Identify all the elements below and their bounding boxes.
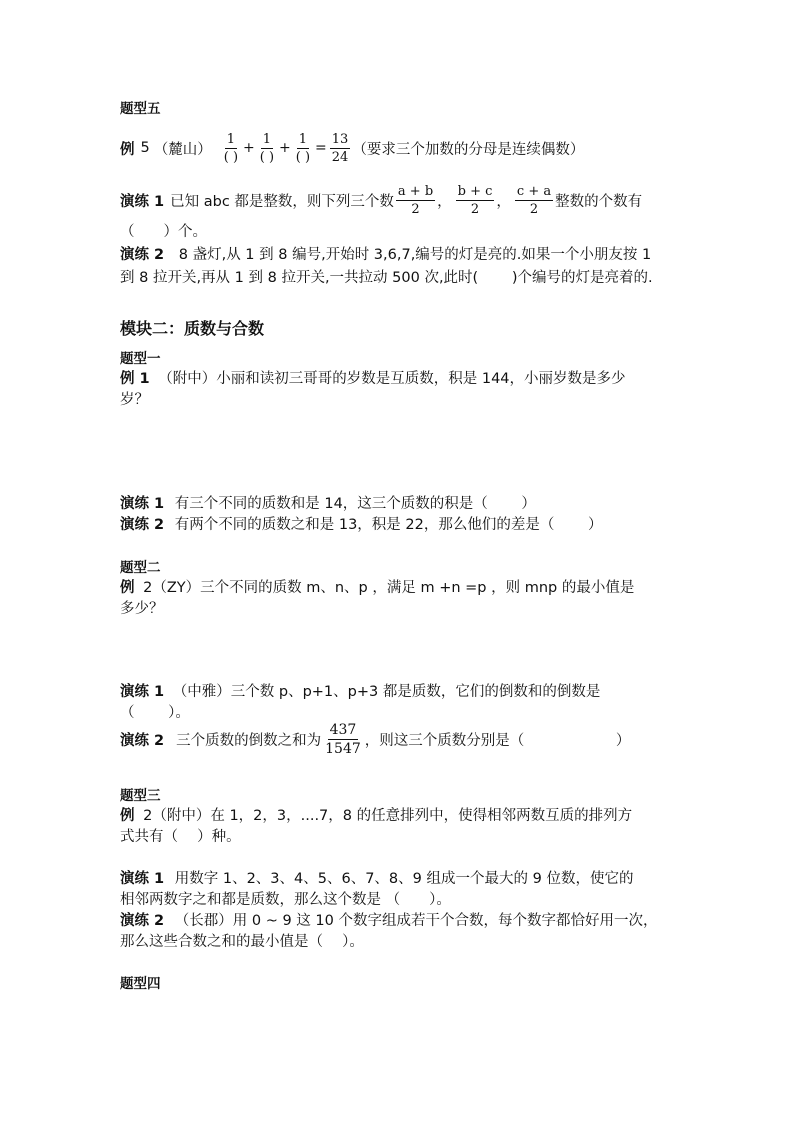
practice-text: ，则这三个质数分别是（ ） <box>364 732 631 749</box>
comma: ， <box>496 193 511 210</box>
fraction: $\frac{437}{1547}$ <box>325 721 361 757</box>
example-2-line-2: 多少？ <box>120 601 164 617</box>
section-heading-type-5: 题型五 <box>120 101 161 117</box>
comma: ， <box>437 193 452 210</box>
practice-2-line-2: 到 8 拉开关,再从 1 到 8 拉开关,一共拉动 500 次,此时( )个编号的灯是亮着的. <box>120 270 653 286</box>
example-label: 例 1 <box>120 371 150 387</box>
section-heading-type-3: 题型三 <box>120 788 161 804</box>
practice-line-2: 那么这些合数之和的最小值是（ ）。 <box>120 934 364 950</box>
example-3-line-1 <box>120 804 632 825</box>
fraction: $\frac{c + a}{2}$ <box>516 183 552 217</box>
fraction: $\frac{1}{( )}$ <box>295 131 311 165</box>
practice-text: 用数字 1、2、3、4、5、6、7、8、9 组成一个最大的 9 位数，使它的 <box>174 871 634 887</box>
practice-line <box>120 680 600 701</box>
fraction-result: $\frac{13}{24}$ <box>331 131 349 165</box>
practice-2-fraction-line <box>120 718 630 760</box>
practice-line <box>120 909 657 930</box>
plus-sign: + <box>243 140 255 156</box>
practice-line-2: （ ）。 <box>120 705 190 721</box>
practice-text: 有三个不同的质数和是 14，这三个质数的积是（ ） <box>174 496 536 512</box>
practice-label: 演练 2 <box>120 913 165 929</box>
practice-text: 8 盏灯,从 1 到 8 编号,开始时 3,6,7,编号的灯是亮的.如果一个小朋友按 1 <box>178 247 652 263</box>
fraction: $\frac{1}{( )}$ <box>259 131 275 165</box>
example-2-line-1 <box>120 576 634 597</box>
equals-sign: = <box>315 140 327 156</box>
practice-label: 演练 1 <box>120 193 165 210</box>
practice-text: 已知 abc 都是整数，则下列三个数 <box>170 193 394 210</box>
practice-text: （长郡）用 0 ~ 9 这 10 个数字组成若干个合数，每个数字都恰好用一次， <box>174 913 658 929</box>
example-label: 例 <box>120 141 135 158</box>
example-1-line-2: 岁？ <box>120 392 149 408</box>
example-5-line <box>120 128 584 168</box>
fraction: $\frac{1}{( )}$ <box>223 131 239 165</box>
practice-2-line-1 <box>120 243 651 264</box>
practice-line <box>120 867 633 888</box>
section-heading-type-2: 题型二 <box>120 560 161 576</box>
practice-label: 演练 1 <box>120 684 165 700</box>
example-label: 例 <box>120 808 135 824</box>
example-3-line-2: 式共有（ ）种。 <box>120 829 241 845</box>
module-heading: 模块二：质数与合数 <box>120 319 265 338</box>
practice-label: 演练 2 <box>120 247 165 263</box>
practice-label: 演练 1 <box>120 496 165 512</box>
section-heading-type-4: 题型四 <box>120 976 161 992</box>
practice-text: 整数的个数有 <box>555 193 643 210</box>
practice-line <box>120 492 536 513</box>
practice-text: （中雅）三个数 p、p+1、p+3 都是质数，它们的倒数和的倒数是 <box>172 684 601 700</box>
plus-sign: + <box>279 140 291 156</box>
section-heading-type-1: 题型一 <box>120 351 161 367</box>
example-note: （要求三个加数的分母是连续偶数） <box>352 141 585 158</box>
example-text: 2（附中）在 1，2，3，....7，8 的任意排列中，使得相邻两数互质的排列方 <box>143 808 633 824</box>
example-label: 例 <box>120 580 135 596</box>
practice-1-line-2: （ ）个。 <box>120 224 207 240</box>
fraction: $\frac{a + b}{2}$ <box>397 183 434 217</box>
example-text: （附中）小丽和读初三哥哥的岁数是互质数，积是 144，小丽岁数是多少 <box>158 371 626 387</box>
practice-label: 演练 2 <box>120 732 165 749</box>
practice-line <box>120 513 602 534</box>
example-1-line-1 <box>120 367 626 388</box>
example-number: 5 <box>140 140 150 156</box>
practice-label: 演练 2 <box>120 517 165 533</box>
example-source: （麓山） <box>153 141 212 158</box>
practice-label: 演练 1 <box>120 871 165 887</box>
example-text: 2（ZY）三个不同的质数 m、n、p ，满足 m +n =p ，则 mnp 的最小值是 <box>143 580 635 596</box>
practice-1-line <box>120 180 642 220</box>
fraction: $\frac{b + c}{2}$ <box>457 183 493 217</box>
practice-line-2: 相邻两数字之和都是质数，那么这个数是 （ ）。 <box>120 892 451 908</box>
practice-text: 有两个不同的质数之和是 13，积是 22，那么他们的差是（ ） <box>174 517 603 533</box>
practice-text: 三个质数的倒数之和为 <box>176 732 322 749</box>
